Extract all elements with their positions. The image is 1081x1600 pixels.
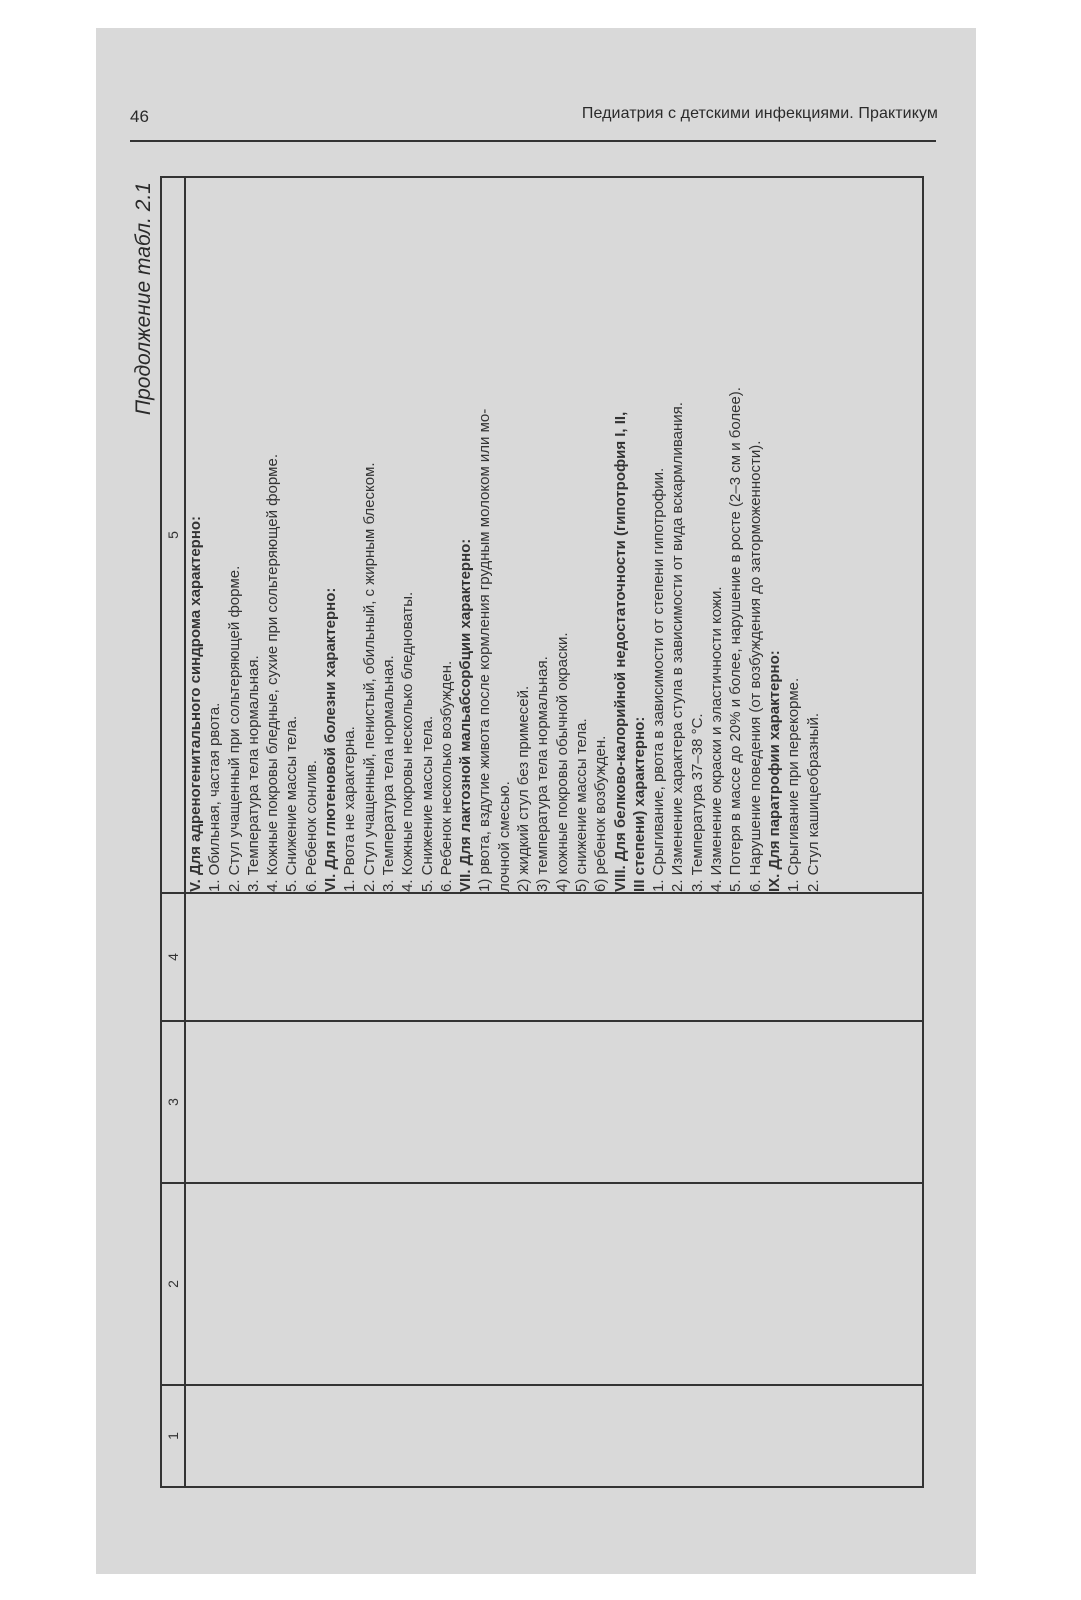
list-item: лочной смесью. — [495, 781, 513, 892]
list-item: 2) жидкий стул без примесей. — [515, 685, 533, 892]
section-heading: VIII. Для белково-калорийной недостаточности (гипотрофия I, II, — [611, 411, 629, 892]
cell-col-4 — [185, 893, 923, 1021]
running-title: Педиатрия с детскими инфекциями. Практикум — [581, 105, 938, 122]
list-item: 2. Стул кашицеобразный. — [804, 713, 822, 892]
list-item: 6. Ребенок сонлив. — [302, 760, 320, 892]
column-header-4: 4 — [161, 893, 185, 1021]
list-item: 6) ребенок возбужден. — [592, 735, 610, 892]
list-item: 5) снижение массы тела. — [572, 718, 590, 892]
list-item: 4. Кожные покровы бледные, сухие при сольтеряющей форме. — [264, 454, 282, 892]
section-heading: VII. Для лактозной мальабсорбции характерно: — [457, 538, 475, 892]
list-item: 2. Стул учащенный, пенистый, обильный, с жирным блеском. — [360, 462, 378, 892]
cell-col-2 — [185, 1183, 923, 1385]
list-item: 1. Рвота не характерна. — [341, 726, 359, 892]
column-header-3: 3 — [161, 1021, 185, 1183]
cell-col-3 — [185, 1021, 923, 1183]
list-item: 1. Обильная, частая рвота. — [206, 702, 224, 892]
list-item: 6. Ребенок несколько возбужден. — [437, 660, 455, 892]
continuation-table — [160, 176, 924, 1488]
list-item: 1. Срыгивание при перекорме. — [785, 677, 803, 892]
list-item: 5. Потеря в массе до 20% и более, нарушение в росте (2–3 см и более). — [727, 387, 745, 892]
column-number-row — [161, 177, 185, 1487]
list-item: 3) температура тела нормальная. — [534, 656, 552, 892]
list-item: 4) кожные покровы обычной окраски. — [553, 632, 571, 892]
list-item: 4. Кожные покровы несколько бледноваты. — [399, 591, 417, 892]
column-header-5: 5 — [161, 177, 185, 893]
list-item: 2. Изменение характера стула в зависимости от вида вскармливания. — [669, 402, 687, 892]
list-item: 4. Изменение окраски и эластичности кожи. — [708, 586, 726, 892]
section-heading: V. Для адреногенитального синдрома характерно: — [187, 515, 204, 892]
list-item: 3. Температура тела нормальная. — [244, 655, 262, 892]
cell-col-1 — [185, 1385, 923, 1487]
list-item: 3. Температура 37–38 °С. — [688, 713, 706, 892]
list-item: 2. Стул учащенный при сольтеряющей форме. — [225, 565, 243, 892]
section-heading: III степени) характерно: — [630, 716, 648, 892]
table-row — [185, 177, 923, 1487]
list-item: 1. Срыгивание, рвота в зависимости от степени гипотрофии. — [650, 467, 668, 892]
list-item: 5. Снижение массы тела. — [283, 715, 301, 892]
header-divider — [130, 140, 936, 142]
cell-col-5-characteristics — [185, 177, 923, 893]
page-number: 46 — [130, 107, 149, 126]
column-header-1: 1 — [161, 1385, 185, 1487]
list-item: 3. Температура тела нормальная. — [379, 655, 397, 892]
section-heading: IX. Для паратрофии характерно: — [765, 650, 783, 892]
table-caption: Продолжение табл. 2.1 — [132, 182, 155, 416]
section-heading: VI. Для глютеновой болезни характерно: — [322, 587, 340, 892]
rotated-table-region — [130, 178, 936, 1488]
list-item: 6. Нарушение поведения (от возбуждения до заторможенности). — [746, 440, 764, 892]
list-item: 5. Снижение массы тела. — [418, 715, 436, 892]
column-header-2: 2 — [161, 1183, 185, 1385]
list-item: 1) рвота, вздутие живота после кормления грудным молоком или мо- — [476, 408, 494, 892]
